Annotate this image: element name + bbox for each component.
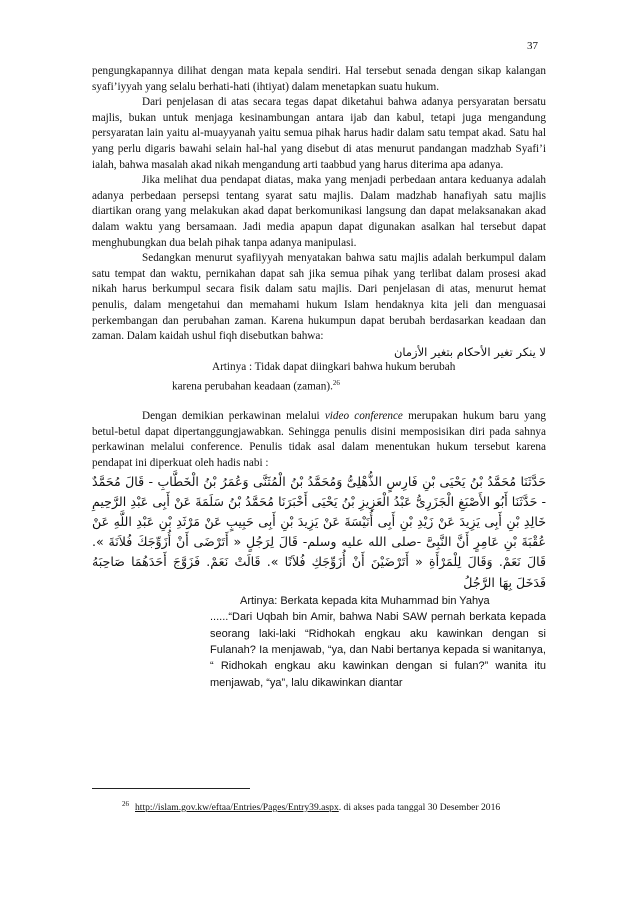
hadith-arabic: حَدَّثَنَا مُحَمَّدُ بْنُ يَحْيَى بْنِ فَارِسٍ الذُّهْلِىُّ وَمُحَمَّدُ بْنُ الْمُثَنَّى وَعُمَرُ بْنُ الْخَطَّابِ - قَالَ مُحَمَّدٌ - حَدَّثَنَا أَبُو الأَصْبَغِ الْجَزَرِىُّ عَبْدُ الْعَزِيزِ بْنُ يَحْيَى أَخْبَرَنَا مُحَمَّدُ بْنُ سَلَمَةَ عَنْ أَبِى عَبْدِ الرَّحِيمِ خَالِدِ بْنِ أَبِى يَزِيدَ عَنْ زَيْدِ بْنِ أَبِى أُنَيْسَةَ عَنْ يَزِيدَ بْنِ أَبِى حَبِيبٍ عَنْ مَرْثَدِ بْنِ عَبْدِ اللَّهِ عَنْ عُقْبَةَ بْنِ عَامِرٍ أَنَّ النَّبِىَّ -صلى الله عليه وسلم- قَالَ لِرَجُلٍ « أَتَرْضَى أَنْ أُزَوِّجَكَ فُلاَنَةَ ». قَالَ نَعَمْ. وَقَالَ لِلْمَرْأَةِ « أَتَرْضَيْنَ أَنْ أُزَوِّجَكِ فُلاَنًا ». قَالَتْ نَعَمْ. فَزَوَّجَ أَحَدَهُمَا صَاحِبَهُ فَدَخَلَ بِهَا الرَّجُلُ	[92, 473, 546, 590]
paragraph-persyaratan-majlis: Dari penjelasan di atas secara tegas dapat diketahui bahwa adanya persyaratan bersatu majlis, bukan untuk menjaga kesinambungan antara ijab dan kabul, tetapi juga mengandung persyaratan lain yaitu al-muayyanah yaitu semua pihak harus hadir dalam satu tempat akad. Satu hal yang perlu digaris bawahi selain hal-hal yang disebut di atas menurut pandangan madzhab Syafi’i ialah, bahwa masalah akad nikah mengandung arti taabbud yang harus diterima apa adanya.	[92, 96, 546, 171]
kaidah-artinya-text: karena perubahan keadaan (zaman).	[172, 380, 333, 393]
kaidah-artinya-line: Artinya : Tidak dapat diingkari bahwa hukum berubah	[212, 361, 456, 374]
page-body	[92, 64, 546, 691]
p5-text-end: merupakan hukum baru yang betul-betul dapat dipertanggungjawabkan. Sehingga penulis disini memposisikan diri pada sahnya perkawinan melalui conference. Penulis tidak asal dalam menentukan hukum tersebut karena pendapat ini diperkuat oleh hadis nabi :	[92, 410, 546, 469]
footnote-text: . di akses pada tanggal 30 Desember 2016	[338, 802, 501, 814]
paragraph-dua-pendapat: Jika melihat dua pendapat diatas, maka yang menjadi perbedaan antara keduanya adalah adanya perbedaan persepsi tentang syarat satu majlis. Dalam madzhab hanafiyah satu majlis diartikan orang yang melakukan akad dapat berkomunikasi langsung dan dapat melaksanakan akad dalam waktu yang bersamaan. Jadi media apapun dapat digunakan asalkan hal tersebut dapat menghubungkan dua belah pihak tanpa adanya manipulasi.	[92, 174, 546, 249]
kaidah-arabic: لا ينكر تغير الأحكام بتغير الأزمان	[393, 344, 546, 359]
hadith-translation	[210, 593, 546, 691]
translation-first-line: Artinya: Berkata kepada kita Muhammad bin Yahya	[240, 594, 490, 607]
spacer	[92, 395, 546, 409]
kaidah-translation	[172, 360, 546, 395]
paragraph-continued: pengungkapannya dilihat dengan mata kepala sendiri. Hal tersebut senada dengan sikap kalangan syafi’iyyah yang selalu berhati-hati (ihtiyat) dalam menetapkan suatu hukum.	[92, 65, 546, 93]
emphasis-video-conference: video conference	[324, 410, 403, 423]
footnote	[92, 796, 546, 816]
footnote-reference[interactable]: 26	[332, 378, 340, 387]
page-number: 37	[527, 40, 538, 52]
translation-body: ......“Dari Uqbah bin Amir, bahwa Nabi SAW pernah berkata kepada seorang laki-laki “Ridhokah engkau aku kawinkan dengan si Fulanah? Ia menjawab, “ya, dan Nabi bertanya kepada si wanitanya, “ Ridhokah engkau aku kawinkan dengan si fulan?” wanita itu menjawab, “ya”, lalu dikawinkan diantar	[210, 611, 546, 689]
paragraph-syafiiyyah: Sedangkan menurut syafiiyyah menyatakan bahwa satu majlis adalah berkumpul dalam satu tempat dan waktu, pernikahan dapat sah jika semua pihak yang terlibat dalam prosesi akad nikah harus berkumpul secara fisik dalam satu majlis. Dari penjelasan di atas, menurut hemat penulis, dalam mengetahui dan memahami hukum Islam hendaknya kita jeli dan menguasai perkembangan dan perubahan zaman. Karena hukumpun dapat berubah berdasarkan keadaan dan zaman. Dalam kaidah ushul fiqh disebutkan bahwa:	[92, 252, 546, 343]
footnote-number: 26	[122, 800, 129, 808]
kaidah-artinya-continued	[172, 376, 546, 395]
p5-text-start: Dengan demikian perkawinan melalui	[142, 410, 325, 423]
paragraph-video-conference	[92, 409, 546, 471]
footnote-divider	[92, 788, 250, 789]
footnote-link[interactable]: http://islam.gov.kw/eftaa/Entries/Pages/Entry39.aspx	[135, 802, 339, 814]
